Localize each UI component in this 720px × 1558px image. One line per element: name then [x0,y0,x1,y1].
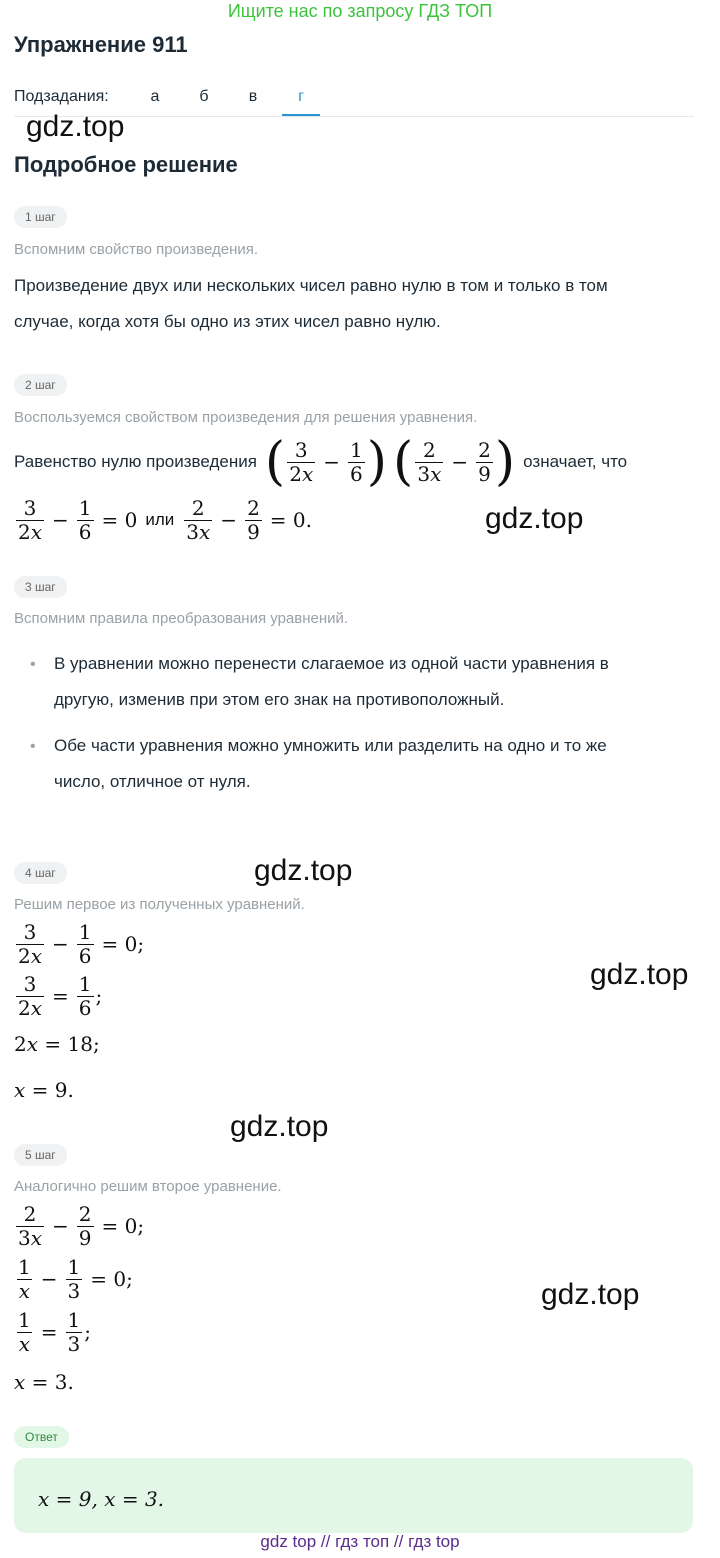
page-title: Упражнение 911 [14,32,188,57]
product-equation-line [14,432,627,492]
split-equations: $\frac{3}{2x}$ − $\frac{1}{6}$ = 0 или $\frac{2}{3x}$ − $\frac{2}{9}$ = 0. [18,495,312,544]
equation-line: $\frac{3}{2x}$ = $\frac{1}{6}$ ; [18,971,103,1020]
step-text: Произведение двух или нескольких чисел равно нулю в том и только в том [14,276,608,295]
answer-value: x = 9, x = 3. [38,1487,165,1511]
footer-links[interactable]: gdz top // гдз топ // гдз top [260,1532,460,1551]
bullet-text: число, отличное от нуля. [54,772,251,791]
product-formula: ( $\frac{3}{2x}$ − $\frac{1}{6}$ ) ( $\frac{2}{3x}$ − $\frac{2}{9}$ ) [264,432,516,492]
watermark: gdz.top [26,110,125,143]
step-text: означает, что [523,452,628,471]
subtasks-label: Подзадания: [14,88,109,105]
watermark: gdz.top [541,1278,640,1311]
tab-v[interactable]: в [248,88,258,105]
bullet-dot: • [30,656,36,673]
step-text: случае, когда хотя бы одно из этих чисел равно нулю. [14,312,441,331]
equation-line: 2x = 18; [14,1032,100,1056]
tab-a[interactable]: а [150,88,160,105]
equation-line: $\frac{1}{x}$ = $\frac{1}{3}$ ; [18,1307,91,1356]
watermark: gdz.top [485,502,584,535]
equation-line: x = 9. [14,1078,74,1102]
watermark: gdz.top [230,1110,329,1143]
equation-line: $\frac{3}{2x}$ − $\frac{1}{6}$ = 0; [18,919,145,968]
step-hint: Вспомним свойство произведения. [14,241,259,258]
step-badge: 5 шаг [14,1144,67,1166]
equation-line: $\frac{2}{3x}$ − $\frac{2}{9}$ = 0; [18,1201,145,1250]
promo-banner: Ищите нас по запросу ГДЗ ТОП [227,1,493,21]
active-tab-indicator [282,114,320,116]
step-hint: Аналогично решим второе уравнение. [14,1178,282,1195]
equation-line: x = 3. [14,1370,74,1394]
answer-badge: Ответ [14,1426,69,1448]
bullet-text: В уравнении можно перенести слагаемое из одной части уравнения в [54,654,609,673]
section-title: Подробное решение [14,152,238,177]
step-badge: 1 шаг [14,206,67,228]
bullet-text: Обе части уравнения можно умножить или разделить на одно и то же [54,736,607,755]
watermark: gdz.top [590,958,689,991]
step-hint: Вспомним правила преобразования уравнений. [14,610,349,627]
tab-b[interactable]: б [199,88,209,105]
bullet-text: другую, изменив при этом его знак на противоположный. [54,690,505,709]
step-badge: 2 шаг [14,374,67,396]
step-hint: Воспользуемся свойством произведения для решения уравнения. [14,409,478,426]
step-badge: 4 шаг [14,862,67,884]
equation-line: $\frac{1}{x}$ − $\frac{1}{3}$ = 0; [18,1254,133,1303]
step-text: Равенство нулю произведения [14,452,257,471]
bullet-dot: • [30,738,36,755]
watermark: gdz.top [254,854,353,887]
tab-g[interactable]: г [298,88,304,105]
step-badge: 3 шаг [14,576,67,598]
step-hint: Решим первое из полученных уравнений. [14,896,305,913]
